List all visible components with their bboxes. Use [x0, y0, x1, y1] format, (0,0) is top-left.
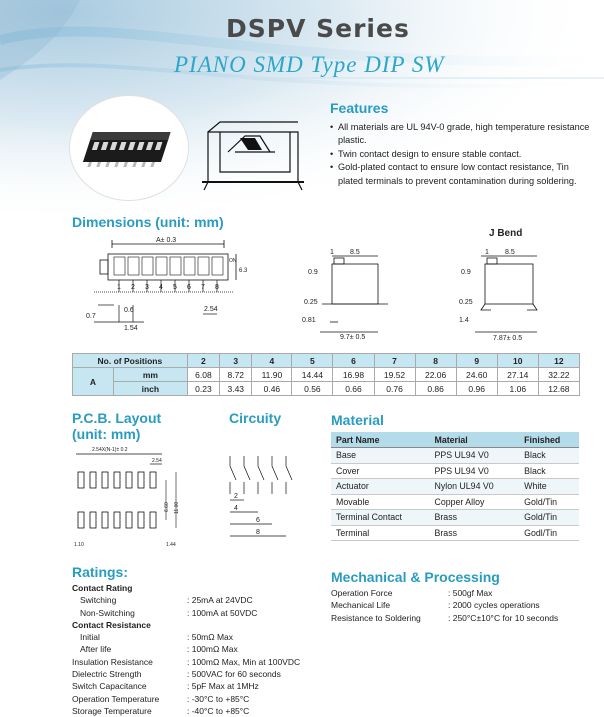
table-cell: 14.44 [292, 368, 333, 382]
product-photo [70, 96, 188, 200]
table-cell: 0.86 [415, 382, 456, 396]
table-row [331, 448, 579, 464]
j-bend-drawing [455, 244, 555, 344]
circuitry-heading: Circuity [229, 410, 282, 426]
positions-col: 8 [415, 354, 456, 368]
table-cell: 16.98 [333, 368, 374, 382]
dim-2-54-label: 2.54 [204, 306, 218, 313]
table-cell: Gold/Tin [519, 494, 579, 510]
ratings-row [72, 582, 322, 594]
dim-0-6-label: 0.6 [124, 307, 134, 314]
dim-0-7-label: 0.7 [86, 313, 96, 320]
ratings-value: : 50mΩ Max [187, 632, 234, 643]
pin-number: 8 [215, 284, 219, 291]
mechanical-key: Mechanical Life [331, 600, 391, 611]
ratings-key: Initial [80, 632, 100, 643]
positions-col: 12 [538, 354, 579, 368]
ratings-key: Switching [80, 595, 117, 606]
table-row [73, 368, 580, 382]
positions-col: 10 [497, 354, 538, 368]
table-cell: 0.46 [252, 382, 292, 396]
pcb-11-00-label: 11.00 [174, 501, 180, 514]
ratings-row [72, 656, 322, 668]
mechanical-row [331, 612, 596, 624]
ratings-row [72, 680, 322, 692]
table-cell: Copper Alloy [430, 494, 520, 510]
ratings-key: Contact Resistance [72, 619, 151, 630]
ratings-value: : 5pF Max at 1MHz [187, 681, 259, 692]
material-col-header: Part Name [331, 432, 430, 448]
ratings-value: : -40°C to +85°C [187, 705, 250, 716]
ratings-key: Contact Rating [72, 583, 133, 593]
material-heading: Material [331, 412, 384, 428]
ratings-key: Switch Capacitance [72, 681, 147, 692]
table-cell: 0.76 [374, 382, 415, 396]
feature-item: • All materials are UL 94V-0 grade, high temperature resistance plastic. [330, 121, 595, 148]
features-heading: Features [330, 100, 389, 116]
pin-number: 6 [187, 284, 191, 291]
material-col-header: Material [430, 432, 520, 448]
table-cell: 22.06 [415, 368, 456, 382]
material-col-header: Finished [519, 432, 579, 448]
positions-col: 7 [374, 354, 415, 368]
side-0-25-label: 0.25 [304, 299, 318, 306]
side-0-9-label: 0.9 [308, 269, 318, 276]
table-cell: 24.60 [456, 368, 497, 382]
positions-col: 9 [456, 354, 497, 368]
table-row [331, 463, 579, 479]
positions-col: 5 [292, 354, 333, 368]
ratings-heading: Ratings: [72, 564, 128, 580]
j-0-25-label: 0.25 [459, 299, 473, 306]
unit-label: inch [114, 382, 188, 396]
ratings-value: : 500VAC for 60 seconds [187, 669, 281, 680]
positions-col: 6 [333, 354, 374, 368]
table-cell: PPS UL94 V0 [430, 448, 520, 464]
table-cell: 0.23 [187, 382, 219, 396]
table-cell: Black [519, 463, 579, 479]
features-list [330, 121, 595, 188]
mechanical-row [331, 587, 596, 599]
side-9-7-label: 9.7± 0.5 [340, 334, 366, 341]
table-cell: 0.66 [333, 382, 374, 396]
mechanical-key: Operation Force [331, 588, 393, 598]
table-cell: White [519, 479, 579, 495]
side-1-label: 1 [330, 249, 334, 256]
j-7-87-label: 7.87± 0.5 [493, 335, 523, 342]
ratings-key: After life [80, 644, 112, 655]
ratings-value: : 100mΩ Max, Min at 100VDC [187, 656, 301, 667]
ratings-key: Dielectric Strength [72, 669, 142, 680]
ratings-key: Insulation Resistance [72, 656, 153, 667]
table-row [331, 479, 579, 495]
table-cell: Terminal Contact [331, 510, 430, 526]
ratings-row [72, 594, 322, 606]
mechanical-heading: Mechanical & Processing [331, 569, 500, 585]
ratings-row [72, 705, 322, 717]
table-row [331, 494, 579, 510]
table-cell: 0.56 [292, 382, 333, 396]
table-row [331, 510, 579, 526]
table-cell: Terminal [331, 525, 430, 541]
table-cell: Cover [331, 463, 430, 479]
table-row [73, 382, 580, 396]
positions-table [72, 353, 580, 396]
material-table [331, 432, 579, 541]
pin-number: 3 [145, 284, 149, 291]
dim-6-3-label: 6.3 [239, 268, 248, 274]
ratings-value: : -30°C to +85°C [187, 693, 250, 704]
table-cell: 12.68 [538, 382, 579, 396]
ratings-row [72, 693, 322, 705]
table-cell: Brass [430, 525, 520, 541]
page-subtitle: PIANO SMD Type DIP SW [174, 52, 445, 77]
pcb-unit-heading: (unit: mm) [72, 426, 141, 442]
table-cell: 8.72 [220, 368, 252, 382]
table-cell: Godl/Tin [519, 525, 579, 541]
table-cell: Actuator [331, 479, 430, 495]
ratings-row [72, 607, 322, 619]
pcb-top-label: 2.54X(N-1)± 0.2 [92, 447, 128, 453]
feature-item: • Gold-plated contact to ensure low contact resistance, Tin plated terminals to prevent contamination during soldering. [330, 161, 595, 188]
table-cell: 27.14 [497, 368, 538, 382]
table-cell: Brass [430, 510, 520, 526]
j-1-label: 1 [485, 249, 489, 256]
mechanical-key: Resistance to Soldering [331, 612, 421, 623]
pcb-1-10-label: 1.10 [74, 542, 84, 548]
ratings-value: : 25mA at 24VDC [187, 595, 253, 606]
dim-a-label: A± 0.3 [156, 237, 177, 244]
table-cell: 6.08 [187, 368, 219, 382]
positions-header-label: No. of Positions [73, 354, 188, 368]
circuit-label: 4 [234, 505, 238, 512]
pcb-heading: P.C.B. Layout [72, 410, 162, 426]
pin-number: 2 [131, 284, 135, 291]
table-cell: 11.90 [252, 368, 292, 382]
ratings-list [72, 582, 322, 717]
circuit-label: 2 [234, 493, 238, 500]
pcb-1-44-label: 1.44 [166, 542, 176, 548]
side-view-drawing [300, 244, 390, 344]
ratings-key: Storage Temperature [72, 705, 152, 716]
ratings-row [72, 668, 322, 680]
circuit-label: 8 [256, 529, 260, 536]
pcb-layout-drawing [70, 442, 190, 552]
dimensions-heading: Dimensions (unit: mm) [72, 214, 224, 230]
table-cell: 19.52 [374, 368, 415, 382]
ratings-key: Non-Switching [80, 607, 135, 618]
table-cell: 3.43 [220, 382, 252, 396]
side-0-81-label: 0.81 [302, 317, 316, 324]
unit-label: mm [114, 368, 188, 382]
table-cell: Nylon UL94 V0 [430, 479, 520, 495]
pin-number: 7 [201, 284, 205, 291]
table-cell: 32.22 [538, 368, 579, 382]
pin-number: 5 [173, 284, 177, 291]
mechanical-list [331, 587, 596, 624]
pin-number: 4 [159, 284, 163, 291]
table-cell: Base [331, 448, 430, 464]
pcb-6-60-label: 6.60 [164, 502, 170, 512]
on-label: ON [229, 258, 237, 264]
table-cell: Movable [331, 494, 430, 510]
dim-1-54-label: 1.54 [124, 325, 138, 332]
ratings-row [72, 631, 322, 643]
dip-switch-image [70, 96, 188, 200]
table-row [331, 525, 579, 541]
cross-section-drawing [200, 112, 312, 194]
pin-number: 1 [117, 284, 121, 291]
table-cell: 1.06 [497, 382, 538, 396]
table-cell: PPS UL94 V0 [430, 463, 520, 479]
circuit-label: 6 [256, 517, 260, 524]
ratings-value: : 100mΩ Max [187, 644, 238, 655]
mechanical-value: : 500gf Max [448, 588, 493, 598]
j-0-9-label: 0.9 [461, 269, 471, 276]
mechanical-value: : 250°C±10°C for 10 seconds [448, 612, 559, 623]
top-view-drawing [84, 230, 254, 340]
side-8-5-label: 8.5 [350, 249, 360, 256]
page-title: DSPV Series [226, 14, 410, 43]
ratings-row [72, 643, 322, 655]
table-cell: Black [519, 448, 579, 464]
row-label-a: A [73, 368, 114, 396]
feature-item: • Twin contact design to ensure stable contact. [330, 148, 595, 161]
j-8-5-label: 8.5 [505, 249, 515, 256]
positions-col: 2 [187, 354, 219, 368]
table-cell: 0.96 [456, 382, 497, 396]
positions-col: 3 [220, 354, 252, 368]
ratings-row [72, 619, 322, 631]
positions-col: 4 [252, 354, 292, 368]
j-bend-label: J Bend [489, 228, 523, 239]
ratings-key: Operation Temperature [72, 693, 160, 704]
j-1-4-label: 1.4 [459, 317, 469, 324]
mechanical-row [331, 599, 596, 611]
table-cell: Gold/Tin [519, 510, 579, 526]
pcb-2-54-label: 2.54 [152, 458, 162, 464]
mechanical-value: : 2000 cycles operations [448, 600, 540, 611]
ratings-value: : 100mA at 50VDC [187, 607, 258, 618]
circuit-diagram [220, 448, 310, 548]
